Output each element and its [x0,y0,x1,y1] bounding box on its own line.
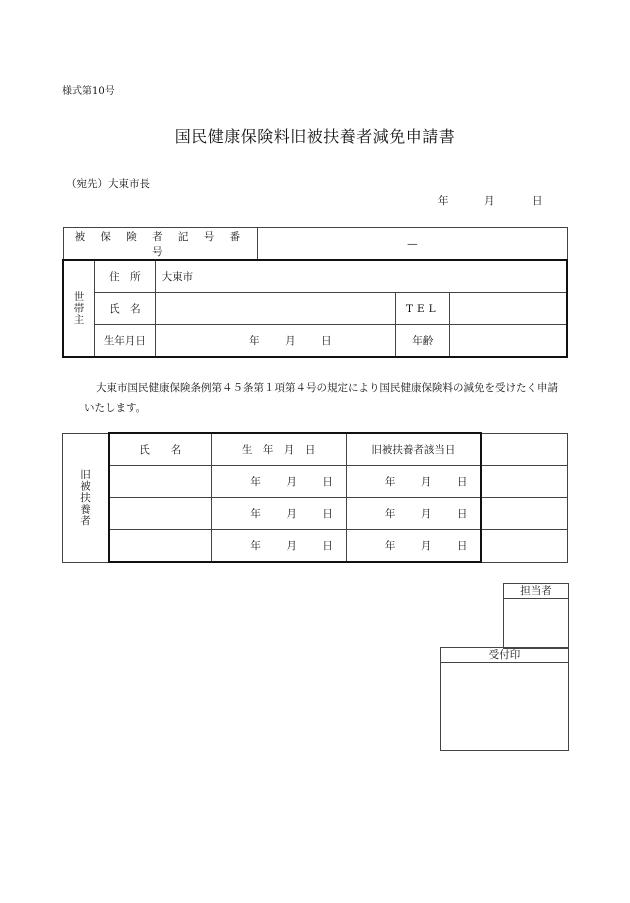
year-label: 年 [384,476,396,488]
insured-number-field[interactable]: — [258,228,567,261]
day-label: 日 [322,540,333,552]
day-label: 日 [322,476,333,488]
insured-number-label: 被 保 険 者 記 号 番 号 [63,228,258,261]
former-dependents-label: 旧被扶養者 [79,468,91,527]
table-row [63,530,568,563]
dependent-birth-date-field[interactable] [211,530,346,563]
header-blank [481,433,567,466]
dependent-name-field[interactable] [109,498,211,530]
year-label: 年 [250,540,261,552]
dependent-birth-date-field[interactable] [211,466,346,498]
year-label: 年 [250,476,261,488]
dependent-birth-date-field[interactable] [211,498,346,530]
dependent-applicable-date-field[interactable] [346,498,481,530]
day-label: 日 [456,508,468,520]
tel-field[interactable] [450,293,567,325]
month-label: 月 [286,540,297,552]
age-field[interactable] [450,325,567,358]
dependent-name-field[interactable] [109,466,211,498]
application-statement: 大東市国民健康保険条例第４５条第１項第４号の規定により国民健康保険料の減免を受けたく申請いたします。 [84,382,558,414]
year-label: 年 [250,508,261,520]
tel-label: TEL [396,293,450,325]
person-in-charge-label: 担当者 [504,584,568,599]
addressee: （宛先）大東市長 [66,178,150,190]
dependent-applicable-date-field[interactable] [346,466,481,498]
year-label: 年 [384,508,396,520]
day-label: 日 [456,540,468,552]
table-row [63,498,568,530]
form-number: 様式第10号 [62,86,115,97]
table-row [63,466,568,498]
header-name: 氏 名 [109,433,211,466]
birth-month-label: 月 [285,335,296,347]
month-label: 月 [420,540,432,552]
receipt-stamp-label: 受付印 [441,648,568,663]
address-field[interactable]: 大東市 [155,260,567,293]
birth-date-label: 生年月日 [95,325,156,358]
date-month-label: 月 [484,195,495,207]
household-head-side-cell [63,260,95,357]
row-blank-cell [481,498,567,530]
header-birth-date: 生 年 月 日 [211,433,346,466]
dependent-name-field[interactable] [109,530,211,563]
dependent-applicable-date-field[interactable] [346,530,481,563]
date-year-label: 年 [438,195,449,207]
row-blank-cell [481,530,567,563]
former-dependents-side-cell [63,433,110,562]
row-blank-cell [481,466,567,498]
receipt-stamp-box [440,647,569,751]
month-label: 月 [286,508,297,520]
header-applicable-date: 旧被扶養者該当日 [346,433,481,466]
day-label: 日 [322,508,333,520]
birth-date-field[interactable] [155,325,395,358]
person-in-charge-box [503,583,569,649]
day-label: 日 [456,476,468,488]
birth-year-label: 年 [249,335,260,347]
year-label: 年 [384,540,396,552]
page-title: 国民健康保険料旧被扶養者減免申請書 [174,127,456,146]
former-dependents-table [62,432,568,563]
age-label: 年齢 [396,325,450,358]
month-label: 月 [420,508,432,520]
birth-day-label: 日 [321,335,332,347]
date-day-label: 日 [532,195,543,207]
name-field[interactable] [155,293,395,325]
name-label: 氏 名 [95,293,156,325]
month-label: 月 [420,476,432,488]
address-label: 住 所 [95,260,156,293]
month-label: 月 [286,476,297,488]
household-head-table [62,227,568,358]
household-head-label: 世帯主 [72,291,85,326]
